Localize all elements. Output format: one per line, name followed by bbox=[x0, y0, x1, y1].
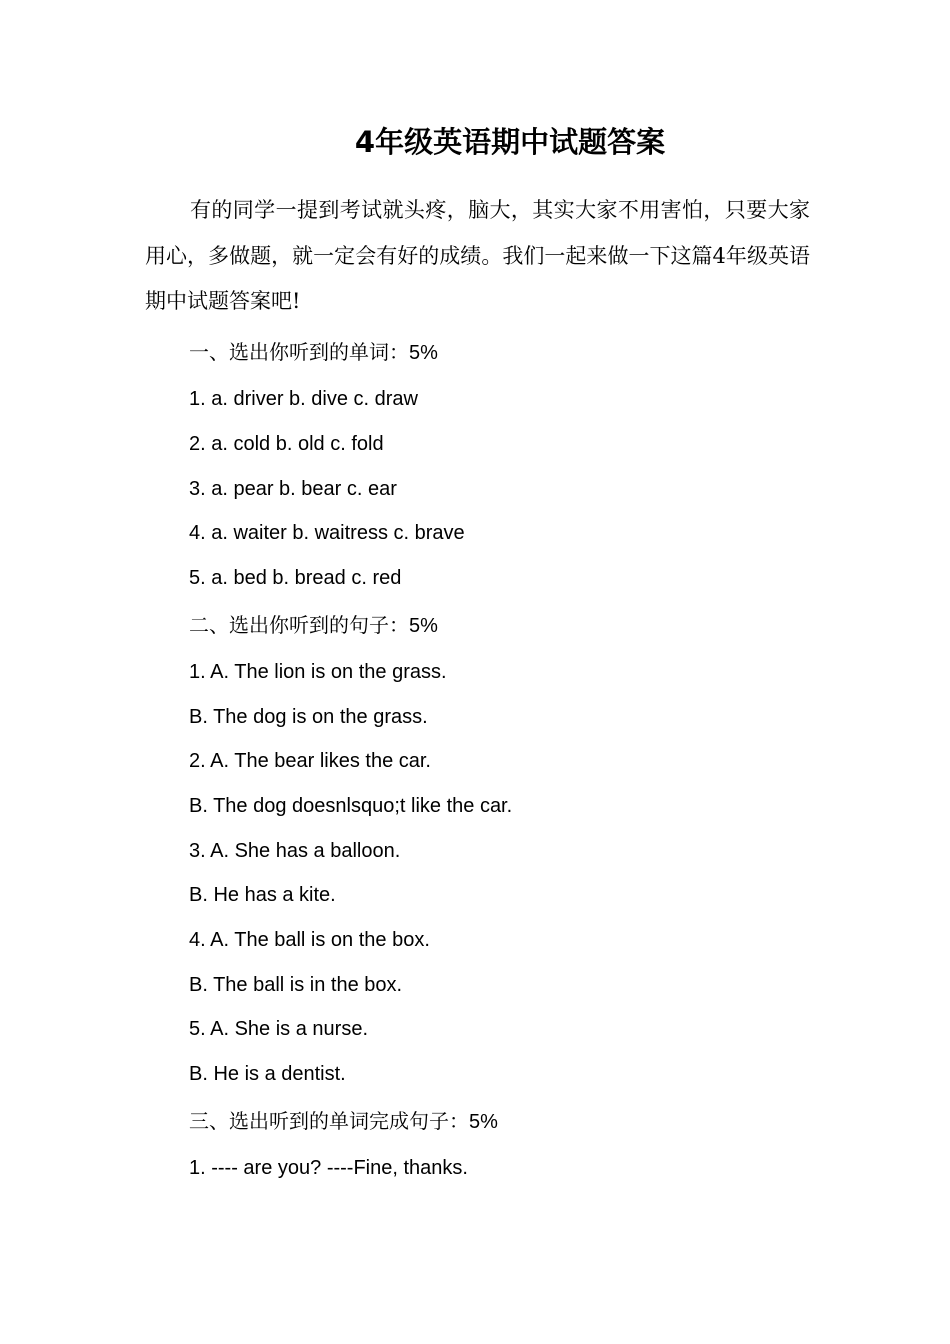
section-heading-text: 一、选出你听到的单词： bbox=[189, 340, 409, 364]
question-line: 1. ---- are you? ----Fine, thanks. bbox=[189, 1157, 468, 1179]
question-line: 2. a. cold b. old c. fold bbox=[189, 433, 384, 455]
question-line: 5. A. She is a nurse. bbox=[189, 1018, 368, 1040]
question-line: B. He is a dentist. bbox=[189, 1063, 346, 1085]
section-heading-text: 三、选出听到的单词完成句子： bbox=[189, 1109, 469, 1133]
question-line: 5. a. bed b. bread c. red bbox=[189, 567, 402, 589]
question-line: 4. a. waiter b. waitress c. brave bbox=[189, 522, 465, 544]
question-line: 1. a. driver b. dive c. draw bbox=[189, 388, 418, 410]
question-line: 3. A. She has a balloon. bbox=[189, 840, 401, 862]
intro-paragraph: 有的同学一提到考试就头疼，脑大，其实大家不用害怕，只要大家用心，多做题，就一定会有好的成绩。我们一起来做一下这篇4年级英语期中试题答案吧! bbox=[145, 198, 810, 313]
section-heading-text: 二、选出你听到的句子： bbox=[189, 613, 409, 637]
question-line: B. The dog is on the grass. bbox=[189, 706, 428, 728]
document-title: 4年级英语期中试题答案 bbox=[354, 125, 666, 159]
question-line: 1. A. The lion is on the grass. bbox=[189, 661, 447, 683]
question-line: 2. A. The bear likes the car. bbox=[189, 750, 431, 772]
question-line: B. The dog doesnlsquo;t like the car. bbox=[189, 795, 513, 817]
section-score: 5% bbox=[409, 342, 438, 364]
question-line: B. The ball is in the box. bbox=[189, 974, 403, 996]
section-score: 5% bbox=[409, 615, 438, 637]
question-line: B. He has a kite. bbox=[189, 884, 336, 906]
section-score: 5% bbox=[469, 1111, 498, 1133]
section-heading-2 bbox=[189, 610, 438, 641]
question-line: 4. A. The ball is on the box. bbox=[189, 929, 430, 951]
question-line: 3. a. pear b. bear c. ear bbox=[189, 478, 397, 500]
section-heading-3 bbox=[189, 1106, 498, 1137]
section-heading-1 bbox=[189, 337, 438, 368]
